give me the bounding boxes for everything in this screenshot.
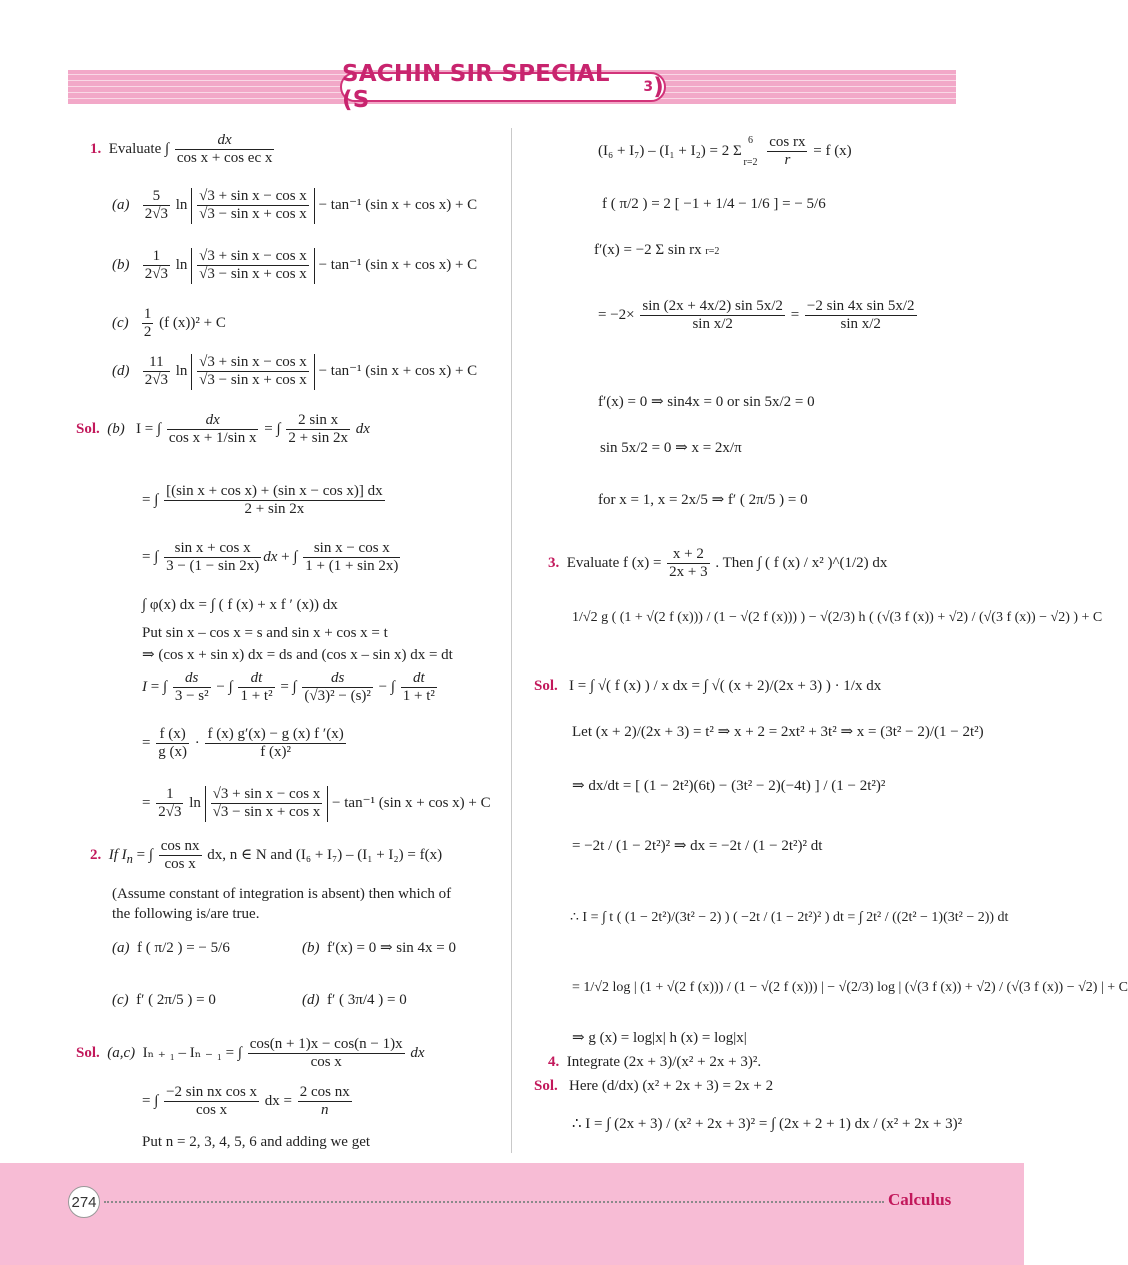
solution-1-line-7: I = ∫ $\frac{ds}{\text{3 − s²}}$ − ∫ $\frac{dt}{\text{1 + t²}}$ = ∫ $\frac{ds}{\text{(√3)² − (s)²}}$ − ∫ $\frac{dt}{\text{1 + t²}}$ [142, 670, 435, 705]
solution-2-line-1: Sol. (a,c) Iₙ ₊ ₁ – Iₙ ₋ ₁ = ∫ $\frac{\cos(n + 1)x - \cos(n - 1)x}{\text{cos x}}$ dx [76, 1036, 425, 1071]
solution-1-line-1: Sol. (b) I = ∫ $\frac{dx}{\text{cos x + 1/sin x}}$ = ∫ $\frac{\text{2 sin x}}{2 + \sin 2x}$ dx [76, 412, 370, 447]
q1-option-b: (b) $\frac{1}{2√3}$ ln $\frac{\text{√3 + sin x − cos x}}{\text{√3 − sin x + cos x}}$ − tan⁻¹ (sin x + cos x) + C [112, 248, 478, 283]
question-3: 3. Evaluate f (x) = $\frac{x + 2}{2x + 3}$ . Then ∫ ( f (x) / x² )^(1/2) dx [548, 546, 888, 581]
question-2: 2. If $I_n$ = ∫ $\frac{\text{cos nx}}{\text{cos x}}$ dx, n ∈ N and (I₆ + I₇) – (I₁ + I₂) = f(x) [90, 838, 443, 873]
solution-2-line-2: = ∫ $\frac{\text{−2 sin nx cos x}}{\text{cos x}}$ dx = $\frac{\text{2 cos nx}}{n}$ [142, 1084, 350, 1119]
solution-1-line-4: ∫ φ(x) dx = ∫ ( f (x) + x f ′ (x)) dx [142, 597, 338, 613]
solution-1-line-3: = ∫ $\frac{\text{sin x + cos x}}{3 - (1 - \sin 2x)}$ dx + ∫ $\frac{\text{sin x − cos x}}{1 + (1 + \sin 2x)}$ [142, 540, 399, 575]
footer-band [0, 1163, 1024, 1265]
right-line-7: for x = 1, x = 2x/5 ⇒ f′ ( 2π/5 ) = 0 [598, 492, 808, 508]
solution-1-line-2: = ∫ $\frac{\text{[(sin x + cos x) + (sin x − cos x)] dx}}{2 + \sin 2x}$ [142, 483, 383, 518]
solution-2-line-3: Put n = 2, 3, 4, 5, 6 and adding we get [142, 1134, 371, 1150]
right-line-3: f′(x) = −2 Σ sin rx r=2 [594, 242, 720, 258]
question-2-line-3: the following is/are true. [112, 906, 260, 922]
solution-1-line-6: ⇒ (cos x + sin x) dx = ds and (cos x – sin x) dx = dt [142, 647, 453, 663]
q3-option: 1/√2 g ( (1 + √(2 f (x))) / (1 − √(2 f (x))) ) − √(2/3) h ( (√(3 f (x)) + √2) / (√(3 f (x)) − √2) ) + C [572, 610, 1103, 625]
solution-4-line-1: Sol. Here (d/dx) (x² + 2x + 3) = 2x + 2 [534, 1078, 774, 1094]
q2-option-d: (d) f′ ( 3π/4 ) = 0 [302, 992, 407, 1008]
footer-section-title: Calculus [888, 1190, 952, 1209]
question-4: 4. Integrate (2x + 3)/(x² + 2x + 3)². [548, 1054, 762, 1070]
column-divider [511, 128, 512, 1153]
solution-3-line-6: = 1/√2 log | (1 + √(2 f (x))) / (1 − √(2 f (x))) | − √(2/3) log | (√(3 f (x)) + √2) / (√(3 f (x)) − √2) | + C [572, 980, 1128, 995]
page-number: 274 [68, 1186, 100, 1218]
q2-option-c: (c) f′ ( 2π/5 ) = 0 [112, 992, 216, 1008]
solution-3-line-3: ⇒ dx/dt = [ (1 − 2t²)(6t) − (3t² − 2)(−4t) ] / (1 − 2t²)² [572, 778, 886, 794]
right-line-5: f′(x) = 0 ⇒ sin4x = 0 or sin 5x/2 = 0 [598, 394, 815, 410]
solution-3-line-2: Let (x + 2)/(2x + 3) = t² ⇒ x + 2 = 2xt² + 3t² ⇒ x = (3t² − 2)/(1 − 2t²) [572, 724, 984, 740]
solution-1-line-8: = $\frac{f (x)}{g (x)}$ · $\frac{f (x) g'(x) - g (x) f '(x)}{\text{f (x)²}}$ [142, 726, 344, 761]
solution-3-line-7: ⇒ g (x) = log|x| h (x) = log|x| [572, 1030, 747, 1046]
footer-dotted-rule [104, 1201, 884, 1203]
question-1: 1. Evaluate ∫ $\frac{dx}{\text{cos x + cos ec x}}$ [90, 132, 273, 167]
q1-option-d: (d) $\frac{11}{2√3}$ ln $\frac{\text{√3 + sin x − cos x}}{\text{√3 − sin x + cos x}}$ − tan⁻¹ (sin x + cos x) + C [112, 354, 478, 389]
solution-4-line-2: ∴ I = ∫ (2x + 3) / (x² + 2x + 3)² = ∫ (2x + 2 + 1) dx / (x² + 2x + 3)² [572, 1116, 963, 1132]
solution-3-line-5: ∴ I = ∫ t ( (1 − 2t²)/(3t² − 2) ) ( −2t / (1 − 2t²)² ) dt = ∫ 2t² / ((2t² − 1)(3t² − 2)) dt [570, 910, 1009, 925]
q2-option-b: (b) f′(x) = 0 ⇒ sin 4x = 0 [302, 940, 457, 956]
solution-3-line-1: Sol. I = ∫ √( f (x) ) / x dx = ∫ √( (x + 2)/(2x + 3) ) · 1/x dx [534, 678, 882, 694]
q1-option-c: (c) $\frac{1}{2}$ (f (x))² + C [112, 306, 226, 341]
solution-3-line-4: = −2t / (1 − 2t²)² ⇒ dx = −2t / (1 − 2t²)² dt [572, 838, 823, 854]
right-line-4: = −2× $\frac{\sin (2x + 4x/2) \sin 5x/2}{\text{sin x/2}}$ = $\frac{\text{−2 sin 4x sin 5x/2}}{\text{sin x/2}}$ [598, 298, 915, 333]
solution-1-line-5: Put sin x – cos x = s and sin x + cos x = t [142, 625, 388, 641]
right-line-6: sin 5x/2 = 0 ⇒ x = 2x/π [600, 440, 742, 456]
right-line-2: f ( π/2 ) = 2 [ −1 + 1/4 − 1/6 ] = − 5/6 [602, 196, 826, 212]
page-title: SACHIN SIR SPECIAL (S 3 ) [342, 61, 664, 113]
q1-option-a: (a) $\frac{5}{2√3}$ ln $\frac{\text{√3 + sin x − cos x}}{\text{√3 − sin x + cos x}}$ − tan⁻¹ (sin x + cos x) + C [112, 188, 478, 223]
solution-1-line-9: = $\frac{1}{2√3}$ ln $\frac{\text{√3 + sin x − cos x}}{\text{√3 − sin x + cos x}}$ − tan⁻¹ (sin x + cos x) + C [142, 786, 491, 821]
right-line-1: (I₆ + I₇) – (I₁ + I₂) = 2 Σ 6 r=2 $\frac{\text{cos rx}}{r}$ = f (x) [598, 134, 852, 169]
question-2-line-2: (Assume constant of integration is absent) then which of [112, 886, 452, 902]
q2-option-a: (a) f ( π/2 ) = − 5/6 [112, 940, 230, 956]
